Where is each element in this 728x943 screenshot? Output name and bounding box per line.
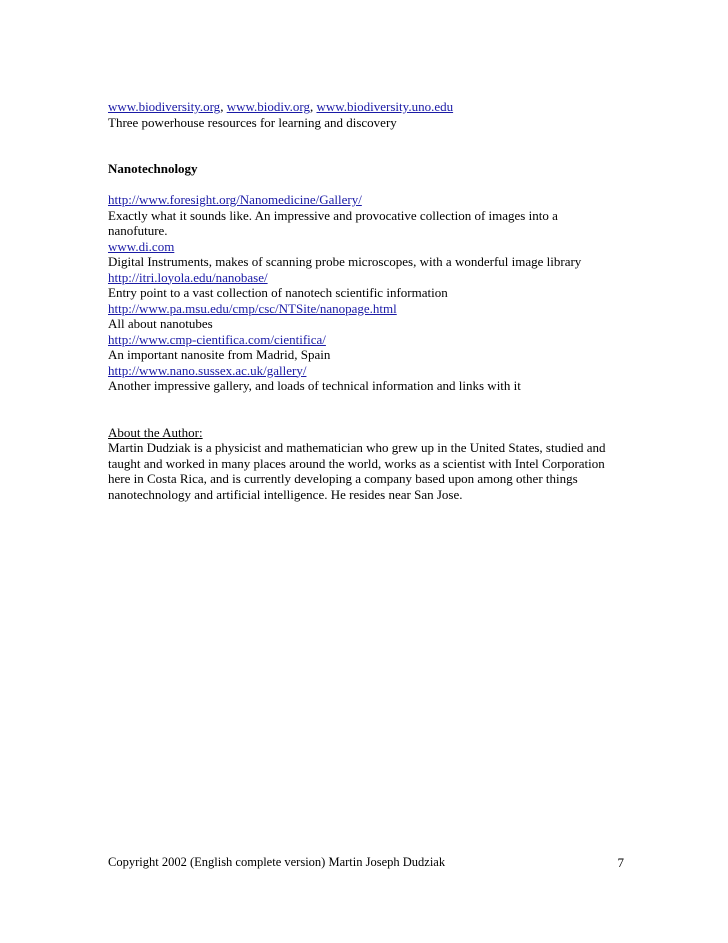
link-biodiversity-org[interactable]: www.biodiversity.org — [108, 99, 221, 114]
link-separator: , — [309, 99, 317, 114]
nanotech-entry-link[interactable]: http://www.foresight.org/Nanomedicine/Gallery/ — [108, 192, 362, 207]
nanotech-entry — [108, 192, 620, 239]
nanotech-entry-link[interactable]: http://itri.loyola.edu/nanobase/ — [108, 269, 268, 285]
about-author-heading: About the Author: — [108, 424, 203, 440]
nanotech-entry-description: All about nanotubes — [108, 316, 213, 331]
nanotech-entry-description: An important nanosite from Madrid, Spain — [108, 347, 331, 362]
page-number: 7 — [617, 855, 624, 870]
nanotech-entry-description: Another impressive gallery, and loads of technical information and links with it — [108, 378, 521, 393]
nanotech-entry — [108, 239, 620, 270]
link-biodiv-org[interactable]: www.biodiv.org — [226, 99, 310, 114]
author-bio: Martin Dudziak is a physicist and mathematician who grew up in the United States, studied and taught and worked in many places around the world, works as a scientist with Intel Corporation here in Costa Rica, and is currently developing a company based upon among other things nanotechnology and artificial intelligence. He resides near San Jose. — [108, 440, 606, 502]
link-separator: , — [220, 99, 227, 114]
link-biodiversity-uno-edu[interactable]: www.biodiversity.uno.edu — [316, 99, 454, 114]
nanotech-entry-description: Entry point to a vast collection of nanotech scientific information — [108, 285, 448, 300]
resource-links-line — [108, 99, 620, 115]
nanotech-entry — [108, 332, 620, 363]
nanotech-entry — [108, 270, 620, 301]
copyright-notice: Copyright 2002 (English complete version) Martin Joseph Dudziak — [108, 855, 446, 869]
page-footer — [108, 855, 624, 870]
resources-description: Three powerhouse resources for learning and discovery — [108, 114, 397, 130]
nanotech-entry-description: Exactly what it sounds like. An impressive and provocative collection of images into a nanofuture. — [108, 207, 558, 238]
nanotech-entry-description: Digital Instruments, makes of scanning probe microscopes, with a wonderful image library — [108, 254, 582, 269]
nanotech-entry-link[interactable]: www.di.com — [108, 238, 175, 254]
nanotech-entry-link[interactable]: http://www.cmp-cientifica.com/cientifica/ — [108, 331, 326, 347]
nanotech-entry-link[interactable]: http://www.pa.msu.edu/cmp/csc/NTSite/nanopage.html — [108, 300, 397, 316]
nanotechnology-heading: Nanotechnology — [108, 161, 198, 176]
page-content — [108, 99, 620, 502]
nanotech-entry — [108, 301, 620, 332]
nanotech-entry-link[interactable]: http://www.nano.sussex.ac.uk/gallery/ — [108, 362, 307, 378]
nanotech-entry — [108, 363, 620, 394]
